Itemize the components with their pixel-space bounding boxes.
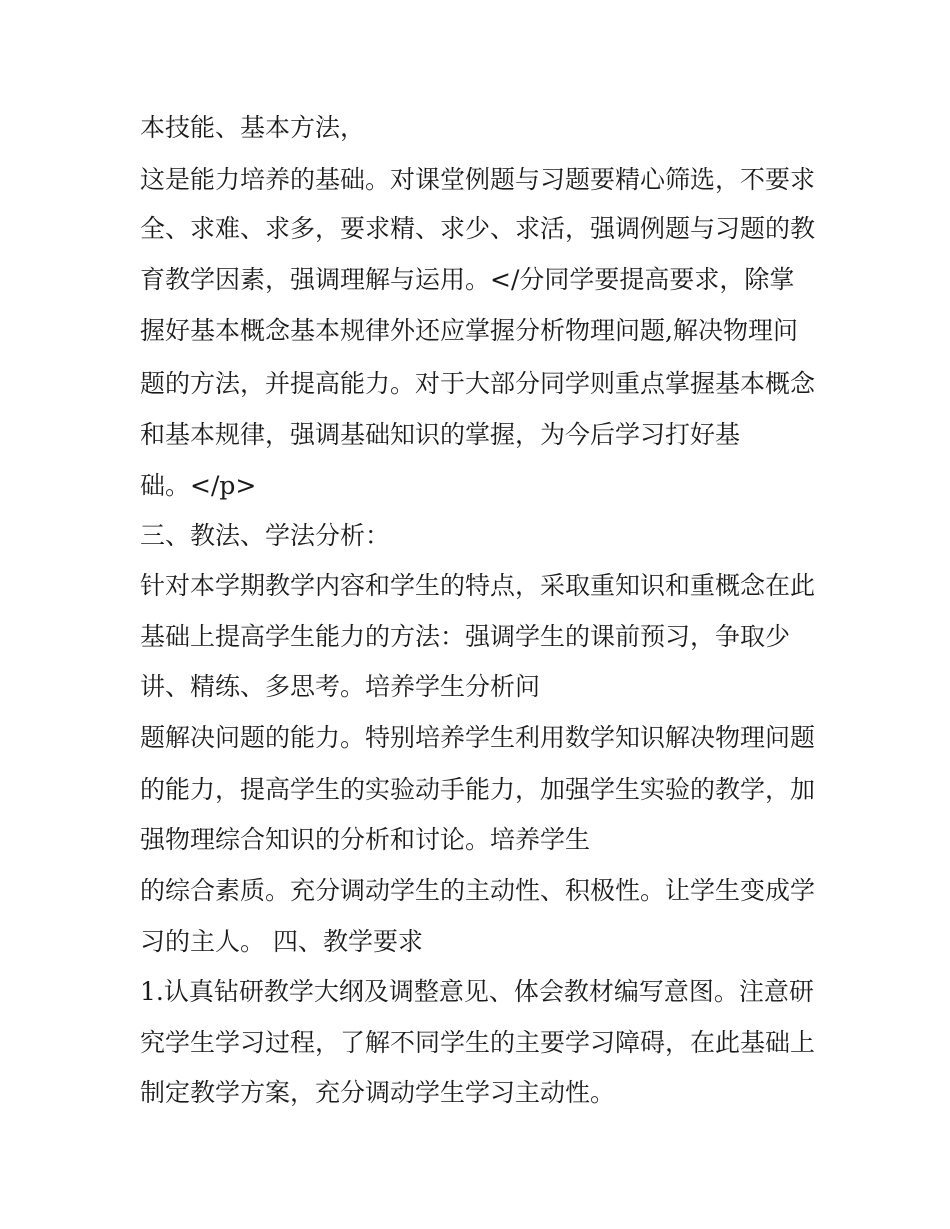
text-line: 制定教学方案，充分调动学生学习主动性。: [140, 1078, 616, 1107]
text-line: 本技能、基本方法，: [140, 113, 366, 142]
text-line: 题解决问题的能力。特别培养学生利用数学知识解决物理问题: [140, 723, 816, 752]
text-line: 础。</p>: [140, 471, 257, 500]
text-line: 的综合素质。充分调动学生的主动性、积极性。让学生变成学: [140, 876, 816, 905]
text-line: 的能力，提高学生的实验动手能力，加强学生实验的教学，加: [140, 775, 816, 804]
text-line: 和基本规律，强调基础知识的掌握，为今后学习打好基: [140, 420, 741, 449]
text-line: 究学生学习过程，了解不同学生的主要学习障碍，在此基础上: [140, 1028, 816, 1057]
text-line: 这是能力培养的基础。对课堂例题与习题要精心筛选，不要求: [140, 165, 816, 194]
text-line: 习的主人。 四、教学要求: [140, 927, 423, 956]
text-line: 育教学因素，强调理解与运用。</分同学要提高要求，除掌: [140, 265, 795, 294]
text-line: 题的方法，并提高能力。对于大部分同学则重点掌握基本概念: [140, 369, 816, 398]
text-line: 讲、精练、多思考。培养学生分析问: [140, 672, 541, 701]
text-line: 强物理综合知识的分析和讨论。培养学生: [140, 825, 591, 854]
text-line: 针对本学期教学内容和学生的特点，采取重知识和重概念在此: [140, 571, 816, 600]
text-line: 基础上提高学生能力的方法：强调学生的课前预习，争取少: [140, 622, 791, 651]
section-heading: 三、教法、学法分析：: [140, 521, 391, 550]
text-line: 1.认真钻研教学大纲及调整意见、体会教材编写意图。注意研: [140, 977, 814, 1006]
text-line: 全、求难、求多，要求精、求少、求活，强调例题与习题的教: [140, 214, 816, 243]
text-line: 握好基本概念基本规律外还应掌握分析物理问题,解决物理问: [140, 316, 798, 345]
